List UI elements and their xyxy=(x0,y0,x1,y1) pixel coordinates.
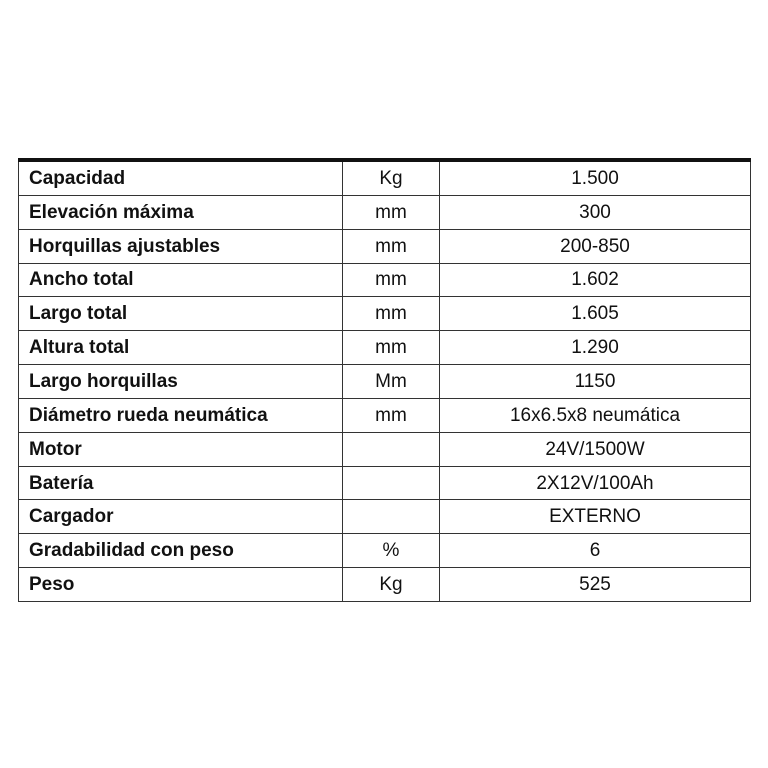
spec-name: Horquillas ajustables xyxy=(19,229,343,263)
spec-unit: mm xyxy=(343,263,440,297)
spec-unit: mm xyxy=(343,398,440,432)
table-row xyxy=(19,398,751,432)
table-row xyxy=(19,297,751,331)
spec-unit: mm xyxy=(343,297,440,331)
spec-value: 16x6.5x8 neumática xyxy=(440,398,751,432)
table-row xyxy=(19,568,751,602)
spec-name: Diámetro rueda neumática xyxy=(19,398,343,432)
spec-name: Elevación máxima xyxy=(19,195,343,229)
spec-name: Cargador xyxy=(19,500,343,534)
spec-value: 24V/1500W xyxy=(440,432,751,466)
spec-unit: % xyxy=(343,534,440,568)
spec-name: Gradabilidad con peso xyxy=(19,534,343,568)
spec-unit: mm xyxy=(343,229,440,263)
spec-name: Motor xyxy=(19,432,343,466)
spec-name: Largo horquillas xyxy=(19,365,343,399)
spec-value: 6 xyxy=(440,534,751,568)
spec-value: 1.500 xyxy=(440,160,751,195)
spec-value: 300 xyxy=(440,195,751,229)
table-row xyxy=(19,195,751,229)
spec-value: 1.290 xyxy=(440,331,751,365)
spec-table xyxy=(18,158,751,602)
spec-value: 525 xyxy=(440,568,751,602)
spec-value: EXTERNO xyxy=(440,500,751,534)
spec-unit: mm xyxy=(343,331,440,365)
spec-name: Peso xyxy=(19,568,343,602)
table-row xyxy=(19,500,751,534)
table-row xyxy=(19,160,751,195)
table-row xyxy=(19,365,751,399)
spec-table-body xyxy=(19,160,751,601)
spec-unit xyxy=(343,500,440,534)
table-row xyxy=(19,229,751,263)
spec-unit xyxy=(343,466,440,500)
spec-name: Batería xyxy=(19,466,343,500)
table-row xyxy=(19,534,751,568)
spec-value: 1.605 xyxy=(440,297,751,331)
spec-unit: Mm xyxy=(343,365,440,399)
spec-value: 1150 xyxy=(440,365,751,399)
spec-name: Largo total xyxy=(19,297,343,331)
spec-unit: mm xyxy=(343,195,440,229)
spec-name: Altura total xyxy=(19,331,343,365)
spec-value: 1.602 xyxy=(440,263,751,297)
spec-unit xyxy=(343,432,440,466)
spec-unit: Kg xyxy=(343,160,440,195)
table-row xyxy=(19,331,751,365)
spec-name: Capacidad xyxy=(19,160,343,195)
table-row xyxy=(19,432,751,466)
spec-unit: Kg xyxy=(343,568,440,602)
table-row xyxy=(19,466,751,500)
spec-name: Ancho total xyxy=(19,263,343,297)
table-row xyxy=(19,263,751,297)
spec-value: 2X12V/100Ah xyxy=(440,466,751,500)
spec-value: 200-850 xyxy=(440,229,751,263)
